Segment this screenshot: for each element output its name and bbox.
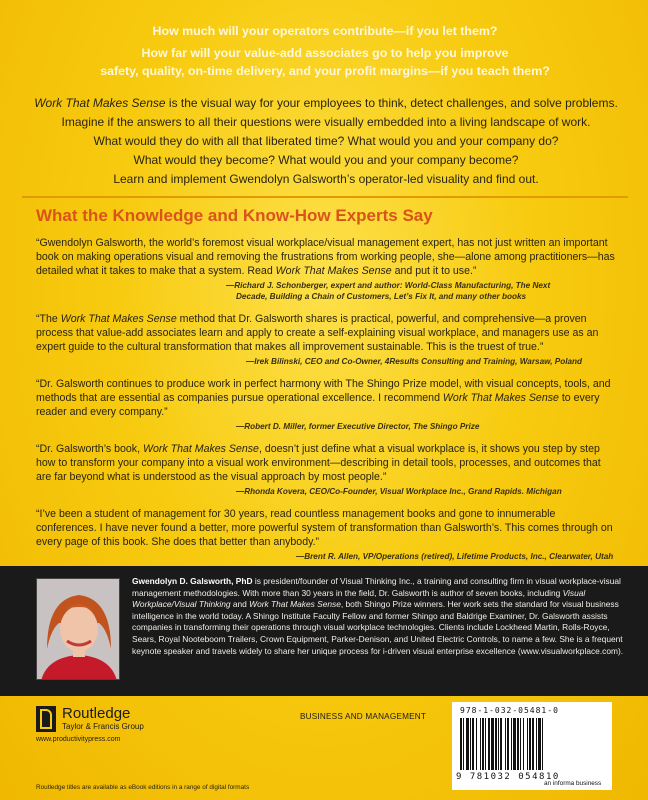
barcode-icon [460, 718, 594, 770]
endorsement [36, 377, 616, 432]
informa-tagline: an informa business [544, 780, 602, 787]
publisher-logo [36, 706, 276, 732]
intro-line: What would they become? What would you and your company become? [133, 153, 519, 167]
barcode-bar [529, 718, 531, 770]
endorsement-text: “Dr. Galsworth’s book, Work That Makes Sense, doesn’t just define what a visual workplace is, it shows you step by step how to transform your company into a visual work environment—describing in detail tools, processes, and outcomes that are far beyond what is understood as the visual approach by most people.” [36, 443, 601, 483]
barcode-bar [500, 718, 502, 770]
routledge-logo-icon [36, 706, 56, 732]
barcode-bar [542, 718, 543, 770]
barcode-bar [476, 718, 477, 770]
endorsement [36, 312, 616, 367]
barcode-bar [523, 718, 524, 770]
endorsement-text: “I’ve been a student of management for 30 years, read countless management books and gone to innumerable conferences. I have never found a better, more powerful system of transformation than Galsworth’s. This comes through on every page of this book. She does that better than anybody.” [36, 508, 613, 548]
barcode-bar [505, 718, 506, 770]
author-photo [36, 578, 120, 680]
barcode-bar [466, 718, 469, 770]
intro-text: is the visual way for your employees to think, detect challenges, and solve problems. [165, 96, 618, 110]
ebook-note: Routledge titles are available as eBook editions in a range of digital formats [36, 784, 250, 791]
endorsement-attribution: —Richard J. Schonberger, expert and author: World-Class Manufacturing, The Next [226, 281, 551, 290]
endorsement-attribution: —Irek Bilinski, CEO and Co-Owner, 4Results Consulting and Training, Warsaw, Poland [246, 357, 583, 366]
barcode-bar [511, 718, 512, 770]
intro-line [24, 94, 628, 112]
barcode-bar [491, 718, 494, 770]
barcode-bar [513, 718, 516, 770]
isbn-digits: 9 781032 054810 [456, 772, 560, 782]
book-title: Work That Makes Sense [34, 96, 166, 110]
barcode-bar [527, 718, 528, 770]
barcode-bar [470, 718, 471, 770]
endorsements [36, 236, 616, 572]
lead-questions [40, 22, 610, 84]
barcode-bar [460, 718, 462, 770]
category-label: BUSINESS AND MANAGEMENT [300, 712, 427, 721]
endorsement-text: “Dr. Galsworth continues to produce work in perfect harmony with The Shingo Prize model, with visual concepts, tools, and methods that are essential as companies pursue operational excellence. I recommend Work That Makes Sense to every reader and every company.” [36, 378, 611, 418]
barcode-bar [482, 718, 484, 770]
isbn-text: 978-1-032-05481-0 [460, 706, 559, 715]
endorsement [36, 442, 616, 497]
intro-line: What would they do with all that liberated time? What would you and your company do? [93, 134, 559, 148]
divider [22, 196, 628, 198]
barcode-bar [472, 718, 474, 770]
barcode-bar [520, 718, 521, 770]
barcode-bar [507, 718, 509, 770]
publisher-group: Taylor & Francis Group [62, 722, 144, 731]
question-line: How far will your value-add associates go to help you improve [141, 46, 509, 60]
endorsement-attribution: —Brent R. Allen, VP/Operations (retired), Lifetime Products, Inc., Clearwater, Utah [296, 552, 614, 561]
intro-paragraph [24, 94, 628, 189]
barcode-bar [463, 718, 464, 770]
publisher-url: www.productivitypress.com [36, 736, 121, 743]
author-name: Gwendolyn D. Galsworth, PhD [132, 576, 253, 586]
barcode-bar [538, 718, 541, 770]
author-bio: Gwendolyn D. Galsworth, PhD is president/founder of Visual Thinking Inc., a training and consulting firm in visual workplace-visual management methodologies. With more than 30 years in the field, Dr. Galsworth is author of seven books, including Visual Workplace/Visual Thinking and Work That Makes Sense, both Shingo Prize winners. Her work sets the standard for visual business intelligence in the world today. A Shingo Institute Faculty Fellow and former Shingo and Baldrige Examiner, Dr. Galsworth assists companies in transforming their operations through visual workplace technologies. Clients include Lockheed Martin, Rolls-Royce, Sears, Royal Nooteboom Trailers, Crown Equipment, Parker-Denison, and United Electric Controls, to name a few. She is a frequent keynote speaker and travels widely to share her unique process for i-driven visual enterprise excellence (www.visualworkplace.com). [132, 576, 624, 656]
endorsement-text: “Gwendolyn Galsworth, the world’s foremost visual workplace/visual management expert, has not just written an important book on making operations visual and removing the frustrations from working people, she—alone among practitioners—has detailed what it takes to make that a system. Read Work That Makes Sense and put it to use.” [36, 237, 615, 277]
endorsement-attribution: Decade, Building a Chain of Customers, Let’s Fix It, and many other books [236, 292, 527, 301]
section-heading: What the Knowledge and Know-How Experts Say [36, 206, 433, 225]
endorsement [36, 236, 616, 302]
isbn-barcode [452, 702, 612, 790]
publisher-name: Routledge [62, 705, 131, 722]
endorsement [36, 507, 616, 562]
endorsement-attribution: —Rhonda Kovera, CEO/Co-Founder, Visual Workplace Inc., Grand Rapids. Michigan [236, 487, 562, 496]
barcode-bar [517, 718, 519, 770]
barcode-bar [485, 718, 486, 770]
barcode-bar [488, 718, 490, 770]
endorsement-attribution: —Robert D. Miller, former Executive Director, The Shingo Prize [236, 422, 480, 431]
barcode-bar [532, 718, 534, 770]
endorsement-text: “The Work That Makes Sense method that Dr. Galsworth shares is practical, powerful, and comprehensive—a proven process that value-add associates learn and apply to create a self-explaining visual workplace, and managers use as an expert guide to the cultural transformation that makes all improvement sustainable. This is the truest of true.” [36, 313, 599, 353]
barcode-bar [480, 718, 481, 770]
barcode-bar [498, 718, 499, 770]
question-line: safety, quality, on-time delivery, and your profit margins—if you teach them? [100, 64, 550, 78]
question-line: How much will your operators contribute—if you let them? [152, 24, 498, 38]
publisher-block [36, 706, 276, 743]
author-portrait-icon [37, 579, 120, 680]
intro-line: Imagine if the answers to all their questions were visually embedded into a living landscape of work. [61, 115, 591, 129]
intro-line: Learn and implement Gwendolyn Galsworth’s operator-led visuality and find out. [113, 172, 539, 186]
barcode-bar [495, 718, 497, 770]
barcode-bar [536, 718, 537, 770]
